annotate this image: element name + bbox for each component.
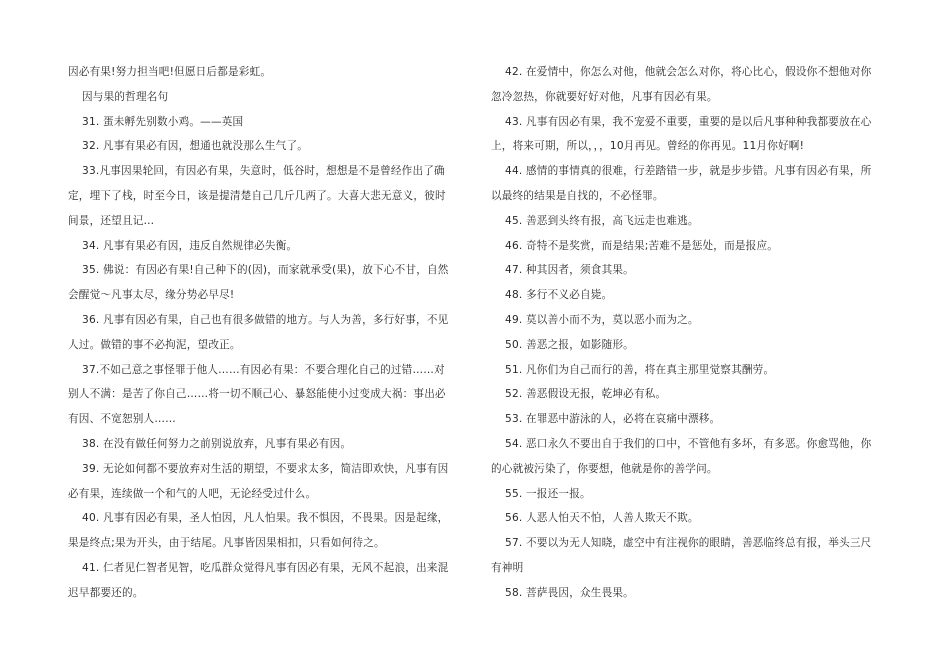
quote-item: 52. 善恶假设无报，乾坤必有私。 [505, 388, 667, 401]
quote-item: 42. 在爱情中，你怎么对他，他就会怎么对你，将心比心，假设你不想他对你忽冷忽热，你就要好好对他，凡事有因必有果。 [491, 66, 872, 103]
quote-item: 57. 不要以为无人知晓，虚空中有注视你的眼睛，善恶临终总有报，举头三尺有神明 [491, 537, 872, 574]
quote-item: 47. 种其因者，须食其果。 [505, 264, 634, 277]
quote-item: 36. 凡事有因必有果，自己也有很多做错的地方。与人为善，多行好事，不见人过。做错的事不必拘泥，望改正。 [68, 313, 449, 351]
quote-item: 58. 菩萨畏因，众生畏果。 [505, 586, 634, 599]
quote-item: 49. 莫以善小而不为，莫以恶小而为之。 [505, 313, 699, 326]
quote-item: 53. 在罪恶中游泳的人，必将在哀痛中漂移。 [505, 413, 721, 426]
quote-item: 51. 凡你们为自己而行的善，将在真主那里觉察其酬劳。 [505, 363, 775, 376]
quote-item: 43. 凡事有因必有果，我不宠爱不重要，重要的是以后凡事种种我都要放在心上，将来可期，所以，，，10月再见。曾经的你再见。11月你好啊! [491, 115, 872, 153]
quote-item: 56. 人恶人怕天不怕，人善人欺天不欺。 [505, 512, 699, 525]
quote-item: 35. 佛说：有因必有果!自己种下的(因)，而家就承受(果)，放下心不甘，自然会醒觉～凡事太尽，缘分势必早尽! [68, 264, 449, 302]
quote-item: 44. 感情的事情真的很难，行差踏错一步，就是步步错。凡事有因必有果，所以最终的结果是自找的，不必怪罪。 [491, 165, 872, 202]
left-column [68, 60, 454, 606]
quote-item: 55. 一报还一报。 [505, 487, 591, 500]
quote-item: 32. 凡事有果必有因，想通也就没那么生气了。 [82, 140, 309, 153]
quote-item: 50. 善恶之报，如影随形。 [505, 338, 634, 351]
quote-item: 38. 在没有做任何努力之前别说放弃，凡事有果必有因。 [82, 437, 352, 450]
quote-item: 46. 奇特不是奖赏，而是结果;苦难不是惩处，而是报应。 [505, 239, 779, 252]
quote-item: 54. 恶口永久不要出自于我们的口中，不管他有多坏，有多恶。你愈骂他，你的心就被污染了，你要想，他就是你的善学问。 [491, 437, 872, 475]
section-heading: 因与果的哲理名句 [82, 90, 169, 103]
quote-item: 40. 凡事有因必有果，圣人怕因，凡人怕果。我不惧因，不畏果。因是起缘，果是终点;果为开头，由于结尾。凡事皆因果相扣，只看如何待之。 [68, 512, 449, 550]
right-column [491, 60, 877, 606]
quote-item: 31. 蛋未孵先别数小鸡。——英国 [82, 115, 244, 128]
quote-item: 39. 无论如何都不要放弃对生活的期望，不要求太多，简洁即欢快，凡事有因必有果，连续做一个和气的人吧，无论经受过什么。 [68, 462, 449, 500]
quote-item: 45. 善恶到头终有报，高飞远走也难逃。 [505, 214, 699, 227]
quote-item: 33.凡事因果轮回，有因必有果，失意时，低谷时，想想是不是曾经作出了确定，埋下了栈，时至今日，该是提清楚自己几斤几两了。大喜大悲无意义，彼时间景，还望且记… [68, 165, 446, 227]
quote-item: 41. 仁者见仁智者见智，吃瓜群众觉得凡事有因必有果，无风不起浪，出来混迟早都要还的。 [68, 561, 449, 599]
quote-item: 34. 凡事有果必有因，违反自然规律必失衡。 [82, 239, 298, 252]
quote-item: 37.不如己意之事怪罪于他人……有因必有果：不要合理化自己的过错……对别人不满：是苦了你自己……将一切不顺己心、暴怒能使小过变成大祸：事出必有因、不宽恕别人…… [68, 363, 446, 426]
quote-item: 48. 多行不义必自毙。 [505, 289, 613, 302]
intro-paragraph: 因必有果!努力担当吧!但愿日后都是彩虹。 [68, 66, 272, 78]
